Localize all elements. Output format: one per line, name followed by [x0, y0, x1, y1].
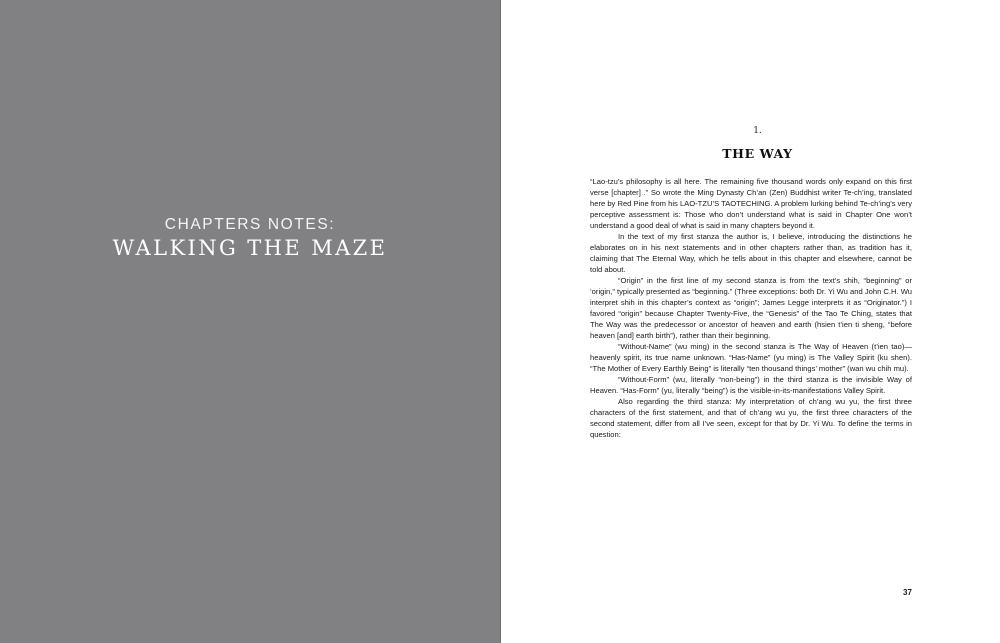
paragraph: “Without-Name” (wu ming) in the second stanza is The Way of Heaven (t’ien tao)—heavenly spirit, its true name unknown. “Has-Name” (yu ming) is The Valley Spirit (ku shen). “The Mother of Every Earthly Being” is literally “ten thousand things’ mother” (wan wu chih mu). [590, 342, 912, 373]
right-page [501, 0, 1000, 643]
section-label: CHAPTERS NOTES: [164, 216, 336, 233]
chapter-title: THE WAY [722, 146, 793, 161]
paragraph: “Without-Form” (wu, literally “non-being”) in the third stanza is the invisible Way of Heaven. “Has-Form” (yu, literally “being”) is the visible-in-its-manifestations Valley Spirit. [590, 375, 912, 395]
section-title: WALKING THE MAZE [112, 236, 388, 260]
chapter-body [590, 176, 912, 440]
paragraph: “Lao-tzu’s philosophy is all here. The remaining five thousand words only expand on this first verse [chapter] .” So wrote the Ming Dynasty Ch’an (Zen) Buddhist writer Te-ch’ing, translated here by Red Pine from his LAO-TZU’S TAOTECHING. A problem lurking behind Te-ch’ing’s very perceptive assessment is: Those who don’t understand what is said in Chapter One won’t understand a good deal of what is said in many chapters beyond it. [590, 177, 912, 230]
chapter-number: 1. [753, 126, 762, 136]
paragraph: In the text of my first stanza the author is, I believe, introducing the distinctions he elaborates on in his next statements and in other chapters rather than, as tradition has it, claiming that The Eternal Way, which he tells about in this chapter and elsewhere, cannot be told about. [590, 232, 912, 274]
paragraph: Also regarding the third stanza: My interpretation of ch’ang wu yu, the first three characters of the first statement, and that of ch’ang wu yu, the first three characters of the second statement, differ from all I’ve seen, except for that by Dr. Yi Wu. To define the terms in question: [590, 397, 912, 439]
page-number: 37 [903, 588, 912, 597]
paragraph: “Origin” in the first line of my second stanza is from the text’s shih, “beginning” or ‘origin,” typically presented as “beginning.” (Three exceptions: both Dr. Yi Wu and John C.H. Wu interpret shih in this chapter’s context as “origin”; James Legge interprets it as “Originator.”) I favored “origin” because Chapter Twenty-Five, the “Genesis” of the Tao Te Ching, states that The Way was the predecessor or ancestor of heaven and earth (hsien t’ien ti sheng, “before heaven [and] earth birth”), rather than their beginning. [590, 276, 912, 340]
